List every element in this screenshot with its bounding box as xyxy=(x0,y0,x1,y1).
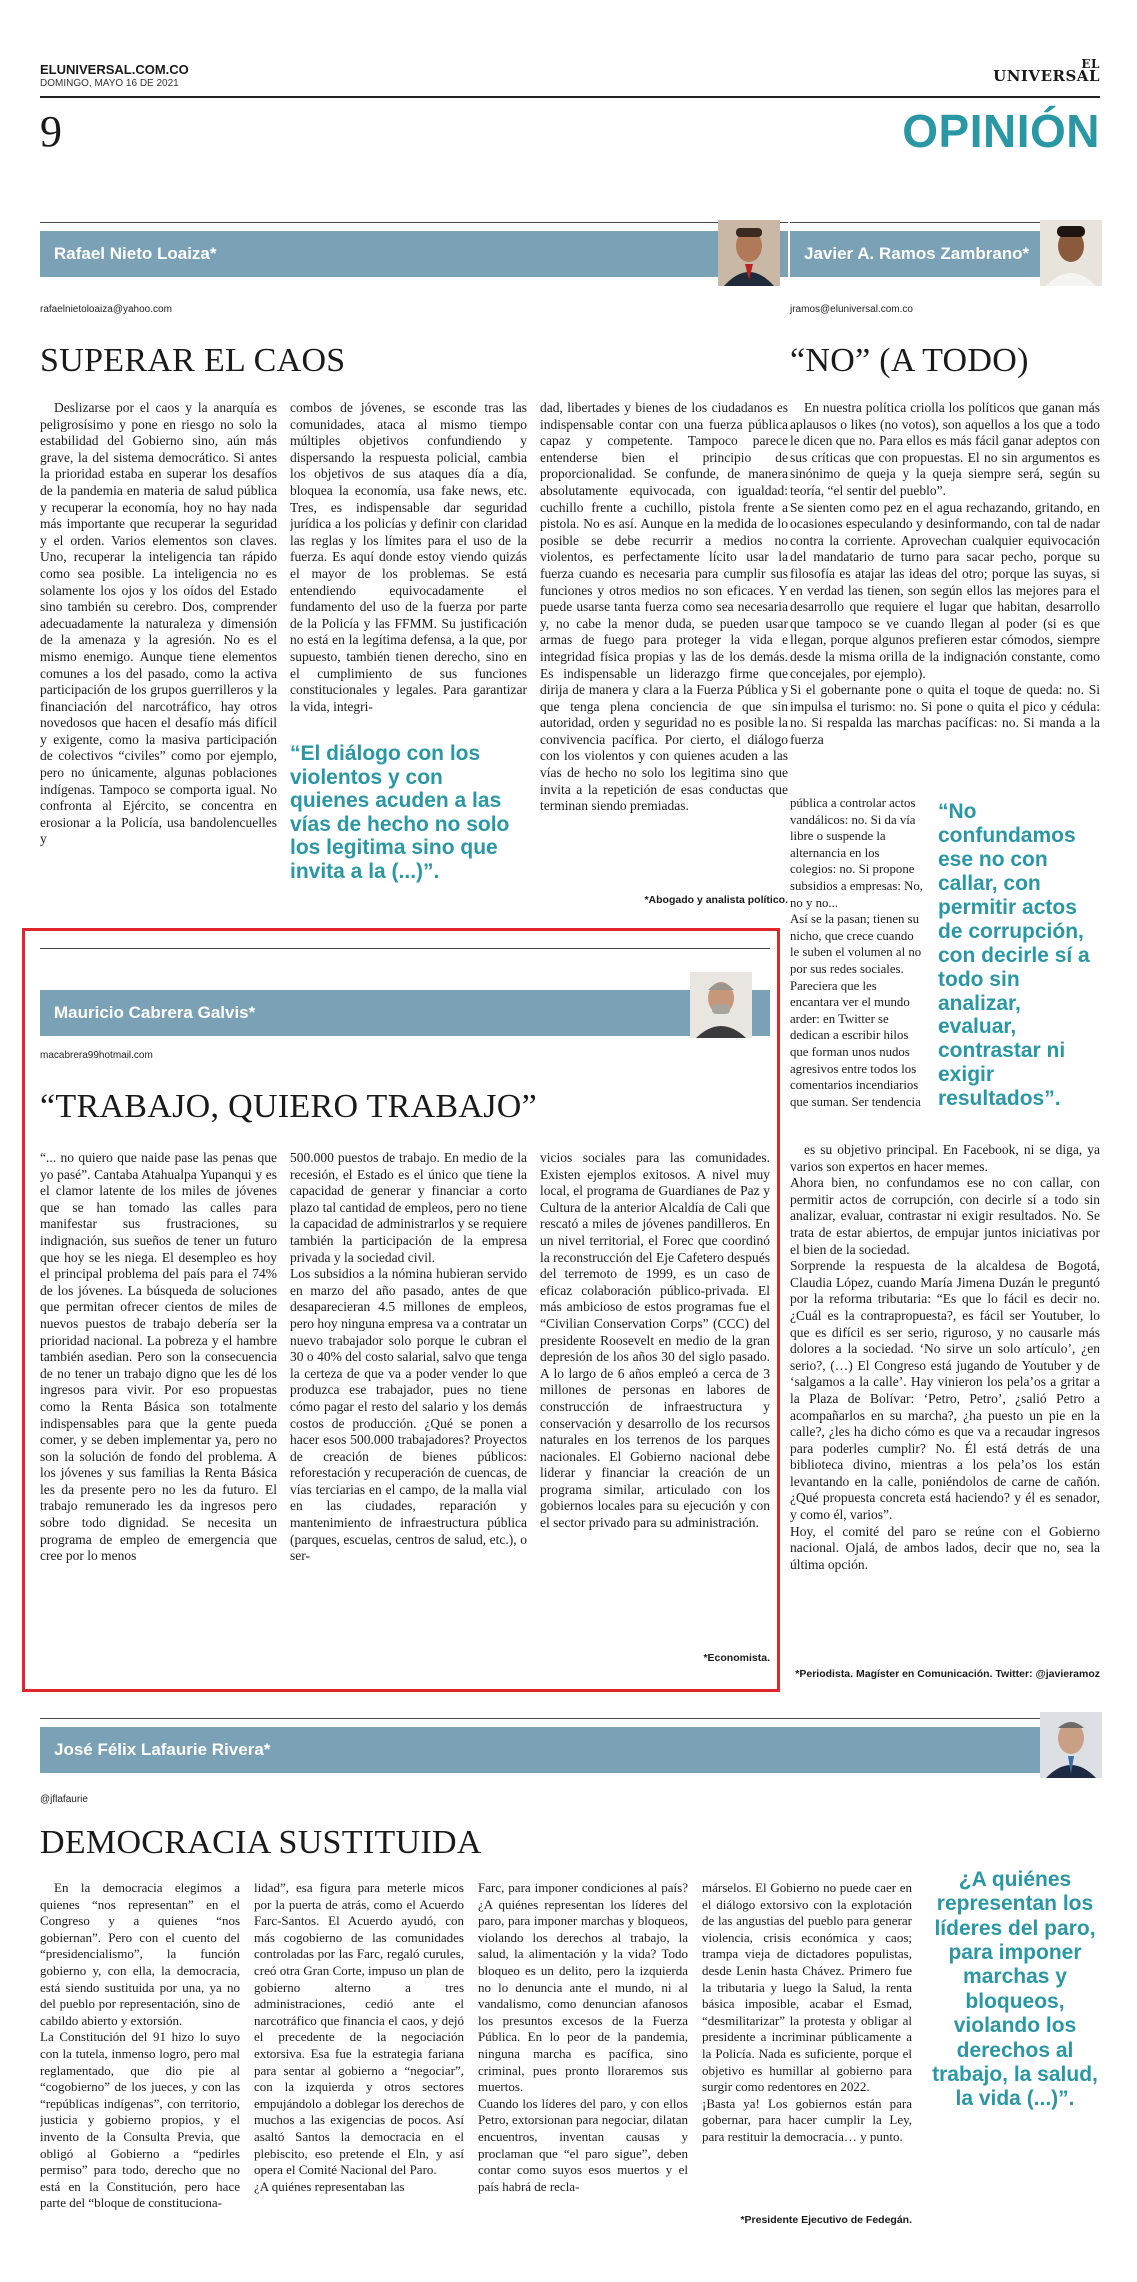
author-signature: *Economista. xyxy=(703,1652,770,1664)
pull-quote: “El diálogo con los violentos y con quienes acuden a las vías de hecho no solo los legitima sino que invita a la (...)”. xyxy=(290,742,510,883)
article-column xyxy=(790,400,1100,794)
column-rule xyxy=(40,222,788,223)
pull-quote: “No confundamos ese no con callar, con permitir actos de corrupción, con decirle sí a todo sin analizar, evaluar, contrastar ni exigir resultados”. xyxy=(938,800,1090,1111)
article-column xyxy=(478,1880,688,2236)
article-headline: “TRABAJO, QUIERO TRABAJO” xyxy=(40,1088,538,1125)
author-email: rafaelnietoloaiza@yahoo.com xyxy=(40,304,172,315)
paragraph: pública a controlar actos vandálicos: no. Si da vía libre o suspende la alternancia en los colegios: no. Si propone subsidios a empresas: No, no y no... Así se la pasan; tienen su nicho, que crece cuando le suben el volumen al no por sus redes sociales. Pareciera que les encantara ver el mundo arder: en Twitter se dedican a escribir hilos que forman unos nudos agresivos entre todos los comentarios incendiarios que suman. Ser tendencia xyxy=(790,796,923,1109)
logo-universal: UNIVERSAL xyxy=(993,67,1100,85)
article-column xyxy=(40,1150,277,1640)
article-column xyxy=(540,400,788,892)
author-email: macabrera99hotmail.com xyxy=(40,1050,153,1061)
author-signature: *Presidente Ejecutivo de Fedegán. xyxy=(740,2214,912,2226)
article-column xyxy=(790,1142,1100,1666)
logo-el: EL xyxy=(1081,57,1100,71)
author-photo xyxy=(718,220,780,286)
article-column xyxy=(540,1150,770,1634)
article-column xyxy=(702,1880,912,2210)
newspaper-logo xyxy=(993,57,1100,85)
article-headline: “NO” (A TODO) xyxy=(790,342,1029,379)
edition-date: DOMINGO, MAYO 16 DE 2021 xyxy=(40,78,179,89)
column-rule xyxy=(40,1718,1100,1719)
author-photo xyxy=(690,972,752,1038)
author-name: José Félix Lafaurie Rivera* xyxy=(54,1740,271,1759)
pull-quote: ¿A quiénes representan los líderes del paro, para imponer marchas y bloqueos, violando los derechos al trabajo, la salud, la vida (...)”. xyxy=(932,1868,1098,2111)
paragraph: dad, libertades y bienes de los ciudadanos es indispensable contar con una fuerza pública capaz y competente. Tampoco parece entenderse bien el principio de proporcionalidad. Se confunde, de manera absolutamente equivocada, con igualdad: cuchillo frente a cuchillo, pistola frente a pistola. No es así. Aunque en la medida de lo posible se debe recurrir a medios no violentos, es perfectamente lícito usar la fuerza cuando es necesaria para cumplir sus funciones y otros medios no son eficaces. Y puede usarse tanta fuerza como sea necesaria y, no cabe la menor duda, se pueden usar armas de fuego para proteger la vida e integridad física propias y las de los demás. Es indispensable un liderazgo firme que dirija de manera y clara a la Fuerza Pública y que tenga plena conciencia de que sin autoridad, orden y seguridad no es posible la convivencia pacífica. Por cierto, el diálogo con los violentos y con quienes acuden a las vías de hecho no solo los legitima sino que invita a la repetición de esas conductas que terminan siendo premiadas. xyxy=(540,400,788,814)
page-number: 9 xyxy=(40,107,62,156)
paragraph: combos de jóvenes, se esconde tras las comunidades, ataca al mismo tiempo múltiples objetivos confundiendo y dispersando la respuesta policial, cambia los objetivos de sus ataques día a día, bloquea la economía, usa fake news, etc. Tres, es indispensable dar seguridad jurídica a los policías y definir con claridad las reglas y los límites para el uso de la fuerza. Es aquí donde estoy viendo quizás el mayor de los problemas. Se está entendiendo equivocadamente el fundamento del uso de la fuerza por parte de la Policía y las FFMM. Su justificación no está en la legítima defensa, a la que, por supuesto, también tienen derecho, sino en el cumplimiento de sus funciones constitucionales y legales. Para garantizar la vida, integri- xyxy=(290,400,527,714)
column-rule xyxy=(40,948,770,949)
paragraph: En nuestra política criolla los políticos que ganan más aplausos o likes (no votos), son aquellos a los que a todo le dicen que no. Para ellos es más fácil ganar adeptos con sus críticas que con propuestas. El no sin argumentos es sinónimo de queja y la queja siempre será, según su teoría, “el sentir del pueblo”. Se sienten como pez en el agua rechazando, gritando, en ocasiones especulando y desinformando, con tal de nadar contra la corriente. Aprovechan cualquier equivocación del mandatario de turno para sacar pecho, porque su filosofía es atajar las ideas del otro; porque las suyas, si en verdad las tienen, son según ellos las mejores para el desarrollo que requiere el lugar que habitan, desarrollo que tampoco se ve cuando llegan al poder (si es que llegan, porque algunos prefieren estar cómodos, siempre desde la misma orilla de la indignación constante, como concejales, por ejemplo). Si el gobernante pone o quita el toque de queda: no. Si impulsa el turismo: no. Si pone o quita el pico y cédula: no. Si respalda las marchas pacíficas: no. Si manda a la fuerza xyxy=(790,400,1100,747)
author-bar xyxy=(40,990,770,1036)
header-rule xyxy=(40,96,1100,98)
author-photo xyxy=(1040,1712,1102,1778)
article-column xyxy=(40,400,277,908)
site-url: ELUNIVERSAL.COM.CO xyxy=(40,62,189,77)
article-column xyxy=(790,795,925,1141)
author-name: Javier A. Ramos Zambrano* xyxy=(804,244,1030,263)
author-bar xyxy=(40,1727,1100,1773)
section-title: OPINIÓN xyxy=(902,105,1100,157)
paragraph: Farc, para imponer condiciones al país? ¿A quiénes representan los líderes del paro, para imponer marchas y bloqueos, violando los derechos al trabajo, la salud, la alimentación y la vida? Todo bloqueo es un delito, pero la izquierda no lo denuncia ante el mundo, ni al vandalismo, como denuncian afanosos los presuntos excesos de la Fuerza Pública. En lo peor de la pandemia, ninguna marcha es pacífica, sino criminal, pues pronto lloraremos sus muertos. Cuando los líderes del paro, y con ellos Petro, extorsionan para negociar, dilatan encuentros, inventan causas y proclaman que “el paro sigue”, deben contar como suyos esos muertos y el país habrá de recla- xyxy=(478,1880,688,2194)
article-column xyxy=(40,1880,240,2236)
author-name: Rafael Nieto Loaiza* xyxy=(54,244,217,263)
paragraph: “... no quiero que naide pase las penas que yo pasé”. Cantaba Atahualpa Yupanqui y es el clamor latente de los miles de jóvenes que se han tomado las calles para manifestar sus frustraciones, su indignación, sus sueños de tener un futuro que hoy se les niega. El desempleo es hoy el principal problema del país para el 74% de los jóvenes. La búsqueda de soluciones que permitan ofrecer cientos de miles de nuevos puestos de trabajo debería ser la prioridad nacional. La pobreza y el hambre también asedian. Pero son la consecuencia de no tener un trabajo digno que les dé los ingresos para vivir. Por eso propuestas como la Renta Básica son totalmente indispensables para que la gente pueda comer, y se deben implementar ya, pero no son la solución de fondo del problema. A los jóvenes y sus familias la Renta Básica les da presente pero no les da futuro. El trabajo remunerado les da ingresos pero sobre todo dignidad. Se necesita un programa de empleo de emergencia que cree por lo menos xyxy=(40,1150,277,1564)
paragraph: es su objetivo principal. En Facebook, ni se diga, ya varios son expertos en hacer memes. Ahora bien, no confundamos ese no con callar, con permitir actos de corrupción, con decirle sí a todo sin analizar, evaluar, contrastar ni exigir resultados. No. Se trata de estar abiertos, de empujar juntos iniciativas por el bien de la sociedad. Sorprende la respuesta de la alcaldesa de Bogotá, Claudia López, cuando María Jimena Duzán le preguntó por la reforma tributaria: “Es que lo fácil es decir no. ¿Cuál es la contrapropuesta?, es fácil ser Youtuber, lo que es difícil es ser serio, riguroso, y no causarle más dolores a la sociedad. ‘No sirve un solo artículo’, ¿en serio?, (…) El Congreso está jugando de Youtuber y de ‘salgamos a la calle’. Hay vinieron los pela’os a gritar a la Plaza de Bolívar: ‘Petro, Petro’, ¿salió Petro a acompañarlos en su marcha?, ¿ha puesto un pie en la calle?, ¿les ha dicho cómo es que va a recaudar ingresos para poderles cumplir? No. Él está detrás de una biblioteca divino, mientras a los pela’os los están levantando en la calle, poniéndolos de carne de cañón. ¿Qué propuesta concreta está haciendo? y él es senador, y como él, varios”. Hoy, el comité del paro se reúne con el Gobierno nacional. Ojalá, de ambos lados, decir que no, sea la última opción. xyxy=(790,1142,1100,1572)
author-photo xyxy=(1040,220,1102,286)
paragraph: márselos. El Gobierno no puede caer en el diálogo extorsivo con la explotación de las angustias del pueblo para generar violencia, crisis económica y caos; trampa vieja de dictadores populistas, desde Lenin hasta Chávez. Primero fue la tributaria y luego la Salud, la renta básica imposible, acabar el Esmad, “desmilitarizar” la protesta y obligar al presidente a incriminar públicamente a la Policía. Nada es suficiente, porque el objetivo es humillar al gobierno para surgir como redentores en 2022. ¡Basta ya! Los gobiernos están para gobernar, para hacer cumplir la Ley, para restituir la democracia… y punto. xyxy=(702,1880,912,2144)
paragraph: Deslizarse por el caos y la anarquía es peligrosísimo y pone en riesgo no solo la estabilidad del Gobierno sino, aún más grave, la del sistema democrático. Si antes la prioridad estaba en superar los desafíos de la pandemia en materia de salud pública y recuperar la economía, hoy no hay nada más importante que recuperar la seguridad y el orden. Varios elementos son claves. Uno, recuperar la inteligencia tan rápido como sea posible. La inteligencia no es solamente los ojos y los oídos del Estado sino también su cerebro. Dos, comprender adecuadamente la naturaleza y dimensión de la amenaza y la agresión. No es el mismo enemigo. Aunque tiene elementos comunes a los del pasado, como la activa participación de los grupos guerrilleros y la financiación del narcotráfico, hay otros novedosos que hacen el desafío más difícil y exigente, como la masiva participación de colectivos “civiles” como por ejemplo, pero no únicamente, algunas poblaciones indígenas. Tampoco se comporta igual. No confronta al Ejército, se concentra en erosionar a la Policía, usa bandolencuelles y xyxy=(40,400,277,847)
spacer xyxy=(780,226,781,1096)
author-email: jramos@eluniversal.com.co xyxy=(790,304,913,315)
article-headline: SUPERAR EL CAOS xyxy=(40,342,346,379)
author-signature: *Periodista. Magíster en Comunicación. Twitter: @javieramoz xyxy=(795,1668,1100,1680)
author-name: Mauricio Cabrera Galvis* xyxy=(54,1003,256,1022)
author-signature: *Abogado y analista político. xyxy=(644,894,788,906)
paragraph: lidad”, esa figura para meterle micos por la puerta de atrás, como el Acuerdo Farc-Santos. El Acuerdo ayudó, con más cogobierno de las comunidades controladas por las Farc, regaló curules, creó otra Gran Corte, impuso un plan de gobierno alterno a tres administraciones, cedió ante el narcotráfico que financia el caos, y dejó el precedente de la negociación extorsiva. Esa fue la estrategia fariana para sentar al gobierno a “negociar”, con la izquierda y otros sectores empujándolo a doblegar los derechos de muchos a las exigencias de pocos. Así asaltó Santos la democracia en el plebiscito, eso pretende el Eln, y así opera el Comité Nacional del Paro. ¿A quiénes representaban las xyxy=(254,1880,464,2194)
article-column xyxy=(290,1150,527,1640)
paragraph: 500.000 puestos de trabajo. En medio de la recesión, el Estado es el único que tiene la capacidad de generar y financiar a corto plazo tal cantidad de empleos, pero no tiene la capacidad de administrarlos y se requiere también la participación de la empresa privada y la sociedad civil. Los subsidios a la nómina hubieran servido en marzo del año pasado, antes de que desaparecieran 4.5 millones de empleos, pero hoy ninguna empresa va a contratar un nuevo trabajador solo porque le cubran el 30 o 40% del costo salarial, salvo que tenga la certeza de que va a poder vender lo que produzca ese trabajador, pues no tiene cómo pagar el resto del salario y los demás costos de producción. ¿Qué se ponen a hacer esos 500.000 trabajadores? Proyectos de creación de bienes públicos: reforestación y recuperación de cuencas, de vías terciarias en el campo, de la malla vial en las ciudades, reparación y mantenimiento de infraestructura pública (parques, escuelas, centros de salud, etc.), o ser- xyxy=(290,1150,527,1564)
paragraph: En la democracia elegimos a quienes “nos representan” en el Congreso y a quienes “nos gobiernan”. Pero con el cuento del “presidencialismo”, la función gobierno y, con ella, la democracia, está siendo sustituida por una, ya no del pueblo por representación, sino de cabildo abierto y extorsión. La Constitución del 91 hizo lo suyo con la tutela, inmenso logro, pero mal reglamentado, que dio pie al “cogobierno” de los jueces, y con las “repúblicas indígenas”, con territorio, justicia y gobierno propios, y el invento de la Consulta Previa, que obligó al Gobierno a “pedirles permiso” para todo, derecho que no está en la Constitución, pero hace parte del “bloque de constituciona- xyxy=(40,1880,240,2211)
paragraph: vicios sociales para las comunidades. Existen ejemplos exitosos. A nivel muy local, el programa de Guardianes de Paz y Cultura de la anterior Alcaldía de Cali que rescató a miles de jóvenes pandilleros. En un nivel territorial, el Forec que coordinó la reconstrucción del Eje Cafetero después del terremoto de 1999, es un caso de eficaz colaboración público-privada. El más ambicioso de estos programas fue el “Civilian Conservation Corps” (CCC) del presidente Roosevelt en medio de la gran depresión de los años 30 del siglo pasado. A lo largo de 6 años empleó a cerca de 3 millones de personas en labores de construcción de infraestructura y conservación y desarrollo de los recursos naturales en los terrenos de los parques nacionales. El Gobierno nacional debe liderar y financiar la creación de un programa similar, articulado con los gobiernos locales para su ejecución y con el sector privado para su administración. xyxy=(540,1150,770,1531)
article-column xyxy=(254,1880,464,2236)
author-bar xyxy=(40,231,788,277)
masthead xyxy=(40,57,1100,89)
article-column xyxy=(290,400,527,726)
article-headline: DEMOCRACIA SUSTITUIDA xyxy=(40,1824,482,1861)
author-email: @jflafaurie xyxy=(40,1794,88,1805)
